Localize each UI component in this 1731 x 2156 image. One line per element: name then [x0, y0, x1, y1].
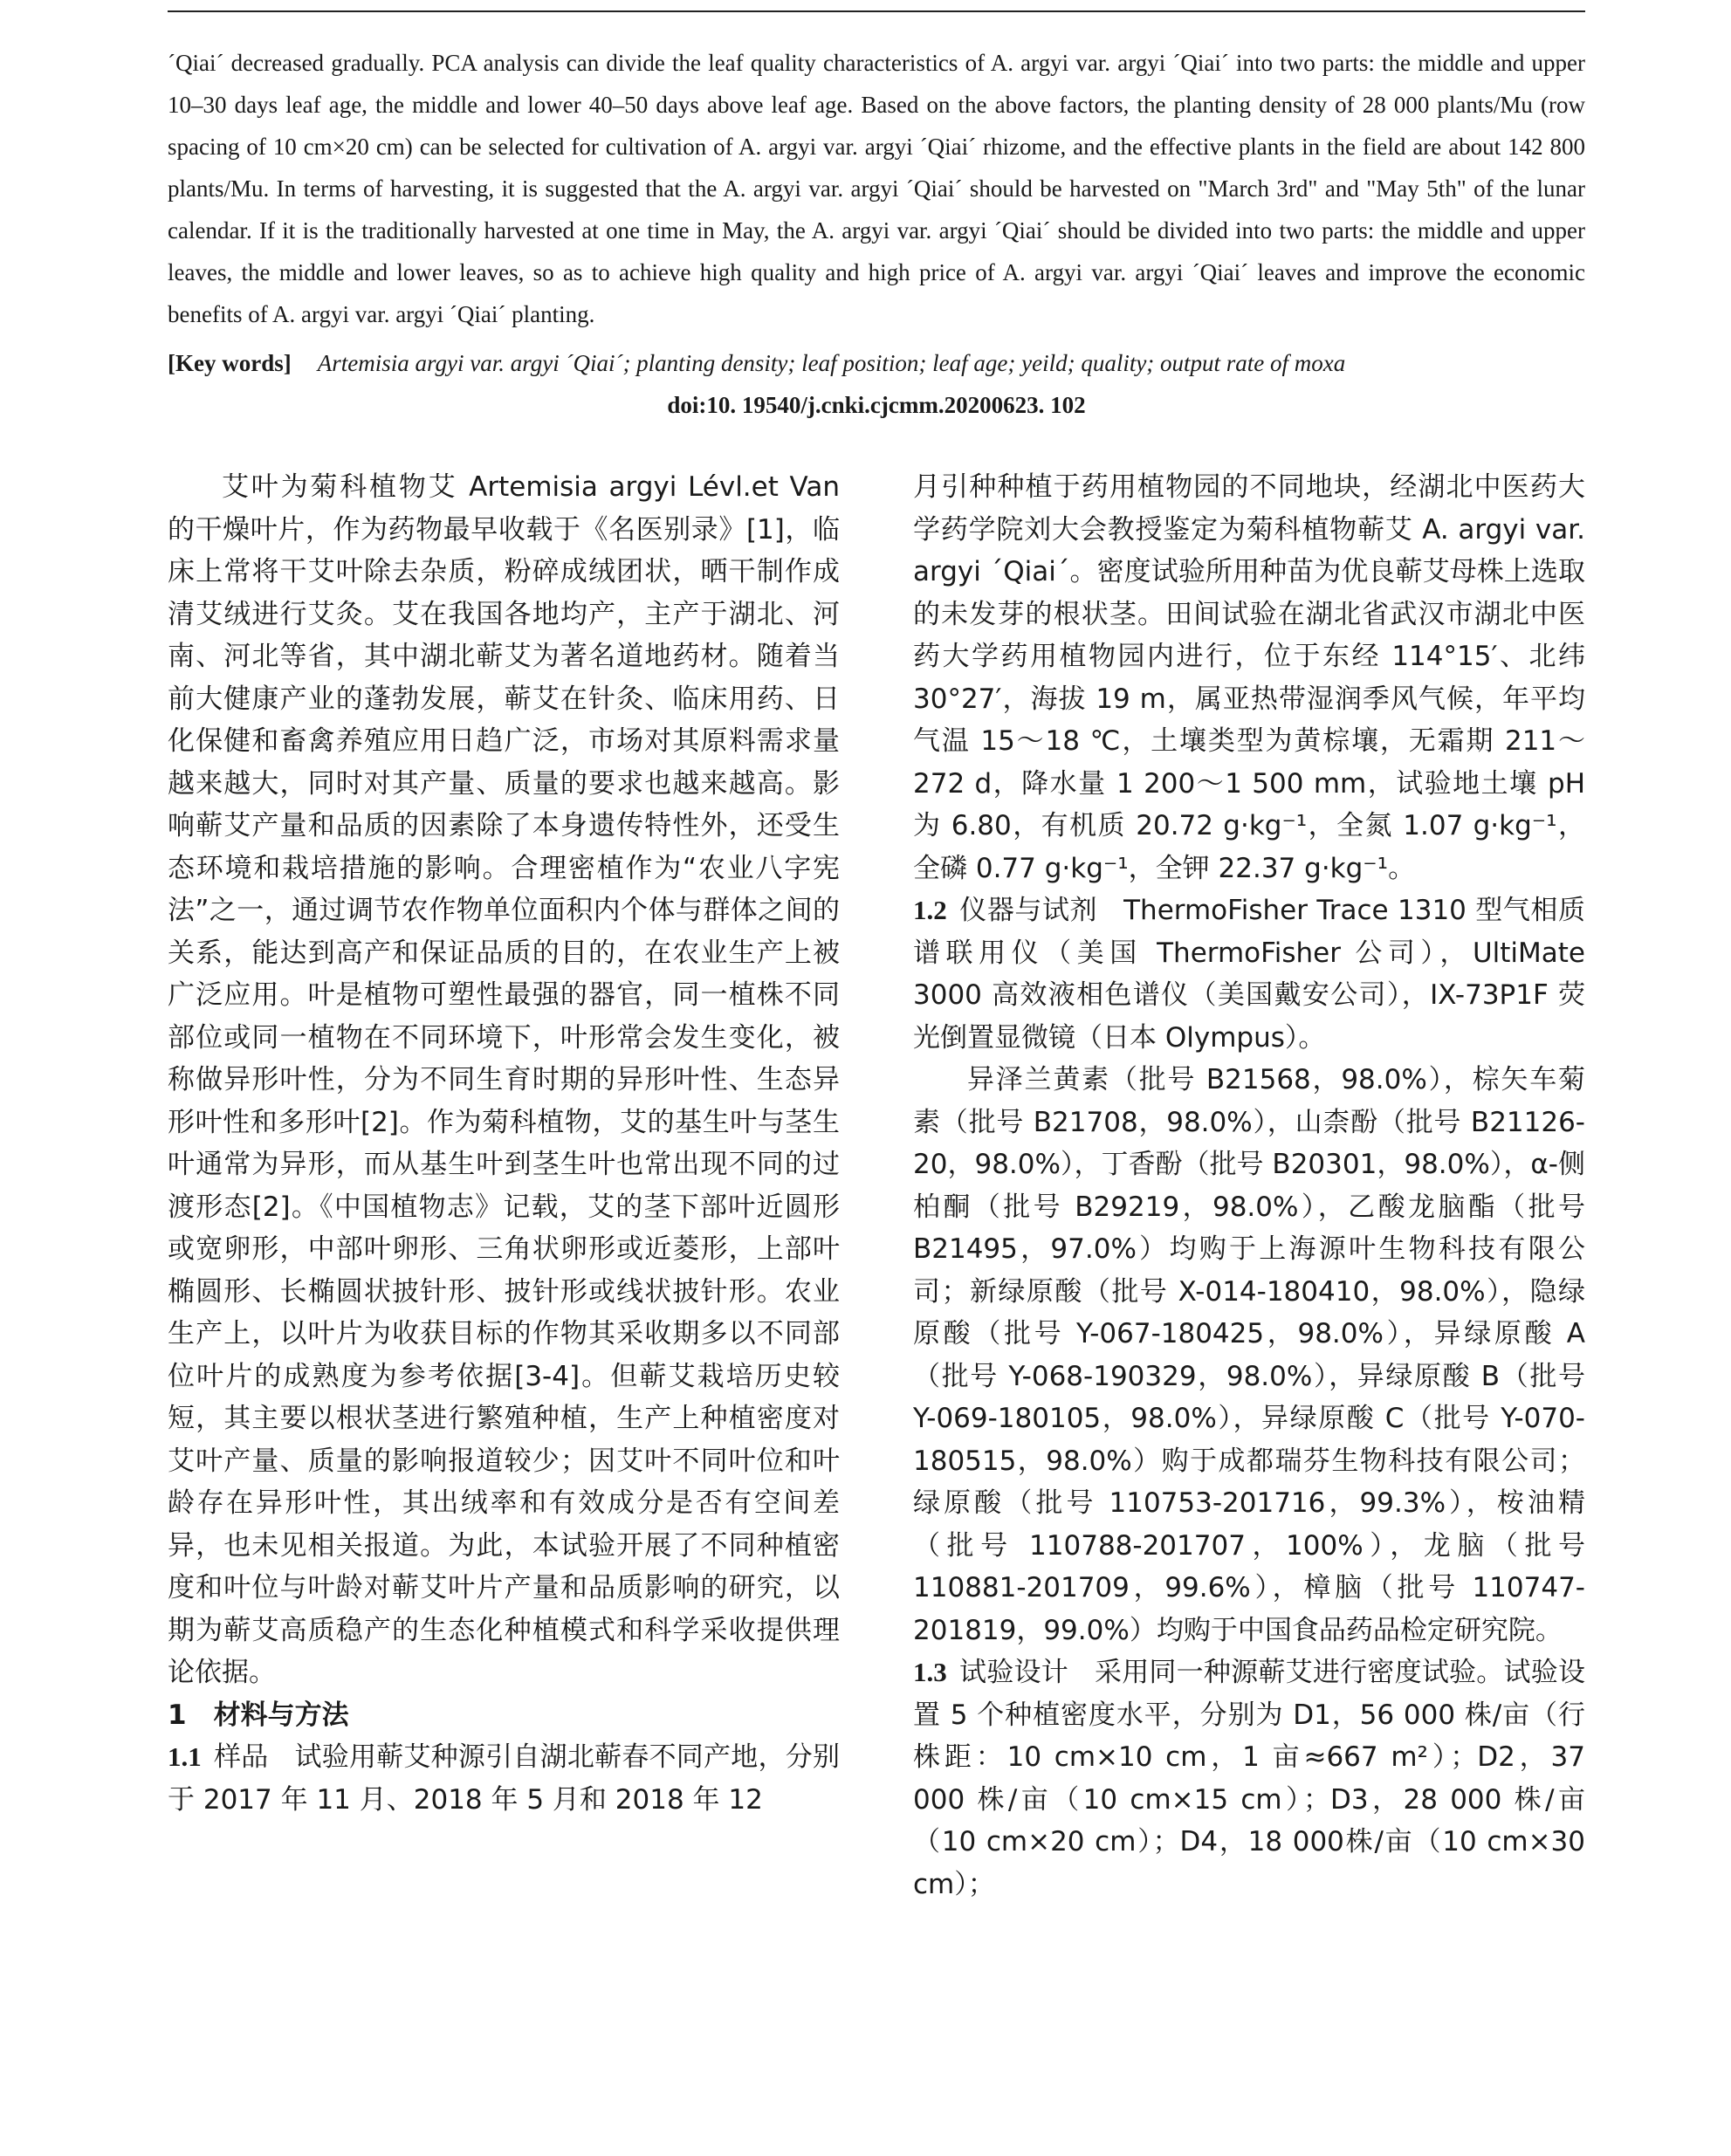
doi: doi:10. 19540/j.cnki.cjcmm.20200623. 102 — [667, 392, 1086, 418]
subsection-number: 1.2 — [913, 895, 947, 925]
subsection-number: 1.3 — [913, 1657, 947, 1687]
subsection-title: 样品 — [213, 1741, 269, 1773]
keywords-text: Artemisia argyi var. argyi ´Qiai´; planting density; leaf position; leaf age; yeild; quality; output rate of moxa — [317, 350, 1346, 376]
left-column — [168, 466, 840, 1821]
right-column — [913, 466, 1585, 1905]
subsection-1-2 — [913, 889, 1585, 1059]
continued-paragraph: 月引种种植于药用植物园的不同地块，经湖北中医药大学药学院刘大会教授鉴定为菊科植物蕲艾 A. argyi var. argyi ´Qiai´。密度试验所用种苗为优良蕲艾母株上选取的未发芽的根状茎。田间试验在湖北省武汉市湖北中医药大学药用植物园内进行，位于东经 114°15′、北纬 30°27′，海拔 19 m，属亚热带湿润季风气候，年平均气温 15～18 ℃，土壤类型为黄棕壤，无霜期 211～272 d，降水量 1 200～1 500 mm，试验地土壤 pH 为 6.80，有机质 20.72 g·kg⁻¹，全氮 1.07 g·kg⁻¹，全磷 0.77 g·kg⁻¹，全钾 22.37 g·kg⁻¹。 — [913, 471, 1585, 884]
keywords-line — [168, 342, 1585, 384]
header-rule — [168, 10, 1585, 12]
intro-paragraph: 艾叶为菊科植物艾 Artemisia argyi Lévl.et Van 的干燥叶片，作为药物最早收载于《名医别录》[1]，临床上常将干艾叶除去杂质，粉碎成绒团状，晒干制作成清艾绒进行艾灸。艾在我国各地均产，主产于湖北、河南、河北等省，其中湖北蕲艾为著名道地药材。随着当前大健康产业的蓬勃发展，蕲艾在针灸、临床用药、日化保健和畜禽养殖应用日趋广泛，市场对其原料需求量越来越大，同时对其产量、质量的要求也越来越高。影响蕲艾产量和品质的因素除了本身遗传特性外，还受生态环境和栽培措施的影响。合理密植作为“农业八字宪法”之一，通过调节农作物单位面积内个体与群体之间的关系，能达到高产和保证品质的目的，在农业生产上被广泛应用。叶是植物可塑性最强的器官，同一植株不同部位或同一植物在不同环境下，叶形常会发生变化，被称做异形叶性，分为不同生育时期的异形叶性、生态异形叶性和多形叶[2]。作为菊科植物，艾的基生叶与茎生叶通常为异形，而从基生叶到茎生叶也常出现不同的过渡形态[2]。《中国植物志》记载，艾的茎下部叶近圆形或宽卵形，中部叶卵形、三角状卵形或近菱形，上部叶椭圆形、长椭圆状披针形、披针形或线状披针形。农业生产上，以叶片为收获目标的作物其采收期多以不同部位叶片的成熟度为参考依据[3-4]。但蕲艾栽培历史较短，其主要以根状茎进行繁殖种植，生产上种植密度对艾叶产量、质量的影响报道较少；因艾叶不同叶位和叶龄存在异形叶性，其出绒率和有效成分是否有空间差异，也未见相关报道。为此，本试验开展了不同种植密度和叶位与叶龄对蕲艾叶片产量和品质影响的研究，以期为蕲艾高质稳产的生态化种植模式和科学采收提供理论依据。 — [168, 471, 840, 1688]
reagents-paragraph: 异泽兰黄素（批号 B21568，98.0%），棕矢车菊素（批号 B21708，98.0%），山柰酚（批号 B21126-20，98.0%），丁香酚（批号 B20301，98.0%），α-侧柏酮（批号 B29219，98.0%），乙酸龙脑酯（批号 B21495，97.0%）均购于上海源叶生物科技有限公司；新绿原酸（批号 X-014-180410，98.0%），隐绿原酸（批号 Y-067-180425，98.0%），异绿原酸 A（批号 Y-068-190329，98.0%），异绿原酸 B（批号 Y-069-180105，98.0%），异绿原酸 C（批号 Y-070-180515，98.0%）购于成都瑞芬生物科技有限公司；绿原酸（批号 110753-201716，99.3%），桉油精（批号 110788-201707，100%），龙脑（批号 110881-201709，99.6%），樟脑（批号 110747-201819，99.0%）均购于中国食品药品检定研究院。 — [913, 1064, 1585, 1646]
subsection-1-1 — [168, 1736, 840, 1821]
subsection-number: 1.1 — [168, 1741, 202, 1772]
subsection-text: 试验用蕲艾种源引自湖北蕲春不同产地，分别于 2017 年 11 月、2018 年 5 月和 2018 年 12 — [168, 1741, 841, 1816]
subsection-text: ThermoFisher Trace 1310 型气相质谱联用仪（美国 ThermoFisher 公司），UltiMate 3000 高效液相色谱仪（美国戴安公司），IX-73P1F 荧光倒置显微镜（日本 Olympus）。 — [913, 895, 1585, 1054]
subsection-title: 试验设计 — [958, 1657, 1068, 1688]
keywords-label: [Key words] — [168, 350, 292, 376]
subsection-title: 仪器与试剂 — [958, 895, 1098, 926]
english-abstract: ´Qiai´ decreased gradually. PCA analysis can divide the leaf quality characteristics of A. argyi var. argyi ´Qiai´ into two parts: the middle and upper 10–30 days leaf age, the middle and lower 40–50 days above leaf age. Based on the above factors, the planting density of 28 000 plants/Mu (row spacing of 10 cm×20 cm) can be selected for cultivation of A. argyi var. argyi ´Qiai´ rhizome, and the effective plants in the field are about 142 800 plants/Mu. In terms of harvesting, it is suggested that the A. argyi var. argyi ´Qiai´ should be harvested on "March 3rd" and "May 5th" of the lunar calendar. If it is the traditionally harvested at one time in May, the A. argyi var. argyi ´Qiai´ should be divided into two parts: the middle and upper leaves, the middle and lower leaves, so as to achieve high quality and high price of A. argyi var. argyi ´Qiai´ leaves and improve the economic benefits of A. argyi var. argyi ´Qiai´ planting. — [168, 50, 1585, 327]
subsection-text: 采用同一种源蕲艾进行密度试验。试验设置 5 个种植密度水平，分别为 D1，56 000 株/亩（行株距：10 cm×10 cm，1 亩≈667 m²）；D2，37 000 株/亩（10 cm×15 cm）；D3，28 000 株/亩（10 cm×20 cm）；D4，18 000株/亩（10 cm×30 cm）； — [913, 1657, 1586, 1900]
section-heading: 1 材料与方法 — [168, 1699, 349, 1731]
subsection-1-3 — [913, 1651, 1585, 1905]
